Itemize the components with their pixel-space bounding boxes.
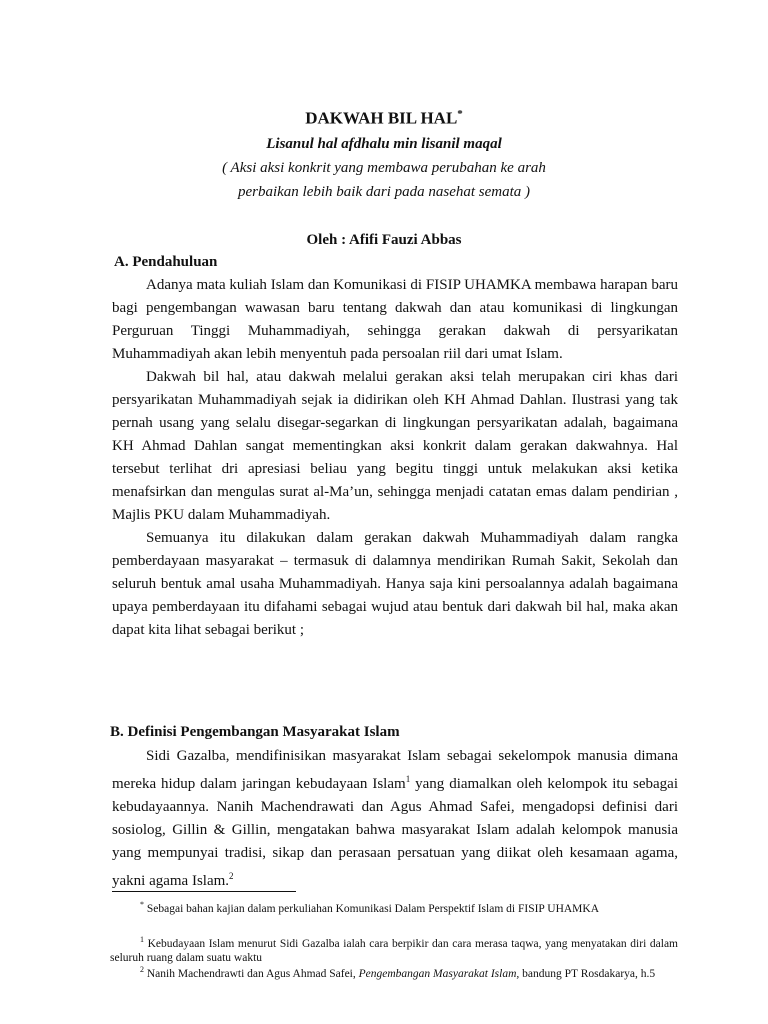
- title-text: DAKWAH BIL HAL: [305, 108, 458, 128]
- paragraph-text: Sidi Gazalba, mendifinisikan masyarakat Islam sebagai sekelompok manusia dimana mereka hidup dalam jaringan kebudayaan Islam: [112, 748, 678, 792]
- subtitle-line-2: ( Aksi aksi konkrit yang membawa perubahan ke arah: [222, 160, 546, 176]
- paragraph: Semuanya itu dilakukan dalam gerakan dakwah Muhammadiyah dalam rangka pemberdayaan masyarakat – termasuk di dalamnya mendirikan Rumah Sakit, Sekolah dan seluruh bentuk amal usaha Muhammadiyah. Hanya saja kini persoalannya adalah bagaimana upaya pemberdayaan itu difahami sebagai wujud atau bentuk dari dakwah bil hal, maka akan dapat kita lihat sebagai berikut ;: [112, 530, 678, 638]
- footnote-text: bandung PT Rosdakarya, h.5: [519, 967, 656, 980]
- paragraph: [112, 745, 678, 893]
- footnote-star: [110, 898, 678, 916]
- subtitle-line-3: perbaikan lebih baik dari pada nasehat semata ): [237, 184, 531, 200]
- footnote-ref-1: 1: [405, 774, 411, 784]
- document-title: [0, 108, 768, 129]
- section-a-body: [112, 274, 678, 642]
- footnote-ref-2: 2: [229, 871, 234, 881]
- document-subtitle: Lisanul hal afdhalu min lisanil maqal: [266, 136, 502, 152]
- footnote-2: [110, 963, 678, 981]
- footnote-text: Nanih Machendrawti dan Agus Ahmad Safei,: [144, 967, 359, 980]
- section-b-body: [112, 745, 678, 893]
- author-line: Oleh : Afifi Fauzi Abbas: [306, 232, 462, 248]
- footnote-text: Kebudayaan Islam menurut Sidi Gazalba ialah cara berpikir dan cara merasa taqwa, yang menyatakan diri dalam seluruh ruang dalam suatu waktu: [110, 937, 678, 964]
- section-a-heading: A. Pendahuluan: [114, 254, 218, 270]
- title-footnote-mark: *: [457, 108, 463, 120]
- footnote-1: [110, 933, 678, 965]
- paragraph-text: yang diamalkan oleh kelompok itu sebagai kebudayaannya. Nanih Machendrawati dan Agus Ahmad Safei, mengadopsi definisi dari sosiolog, Gillin & Gillin, mengatakan bahwa masyarakat Islam adalah kelompok manusia yang mempunyai tradisi, sikap dan perasaan persatuan yang diikat oleh kesamaan agama, yakni agama Islam.: [112, 776, 678, 889]
- footnote-mark: 1: [140, 935, 144, 944]
- footnote-book-title: Pengembangan Masyarakat Islam,: [358, 967, 520, 980]
- paragraph: Adanya mata kuliah Islam dan Komunikasi di FISIP UHAMKA membawa harapan baru bagi pengembangan wawasan baru tentang dakwah dan atau komunikasi di lingkungan Perguruan Tinggi Muhammadiyah, sehingga gerakan dakwah di persyarikatan Muhammadiyah akan lebih menyentuh pada persoalan riil dari umat Islam.: [112, 277, 678, 362]
- footnote-mark: 2: [140, 965, 144, 974]
- footnote-mark: *: [140, 900, 144, 909]
- footnote-text: Sebagai bahan kajian dalam perkuliahan Komunikasi Dalam Perspektif Islam di FISIP UHAMKA: [144, 902, 600, 915]
- footnote-divider: [112, 891, 296, 892]
- section-b-heading: B. Definisi Pengembangan Masyarakat Islam: [110, 724, 400, 740]
- paragraph: Dakwah bil hal, atau dakwah melalui gerakan aksi telah merupakan ciri khas dari persyarikatan Muhammadiyah sejak ia didirikan oleh KH Ahmad Dahlan. Ilustrasi yang tak pernah usang yang selalu disegar-segarkan di lingkungan persyarikatan adalah, bagaimana KH Ahmad Dahlan sangat mementingkan aksi konkrit dalam gerakan dakwahnya. Hal tersebut terlihat dri apresiasi beliau yang begitu tinggi untuk melakukan aksi ketika menafsirkan dan mengulas surat al-Ma’un, sehingga menjadi catatan emas dalam pendirian , Majlis PKU dalam Muhammadiyah.: [112, 369, 678, 523]
